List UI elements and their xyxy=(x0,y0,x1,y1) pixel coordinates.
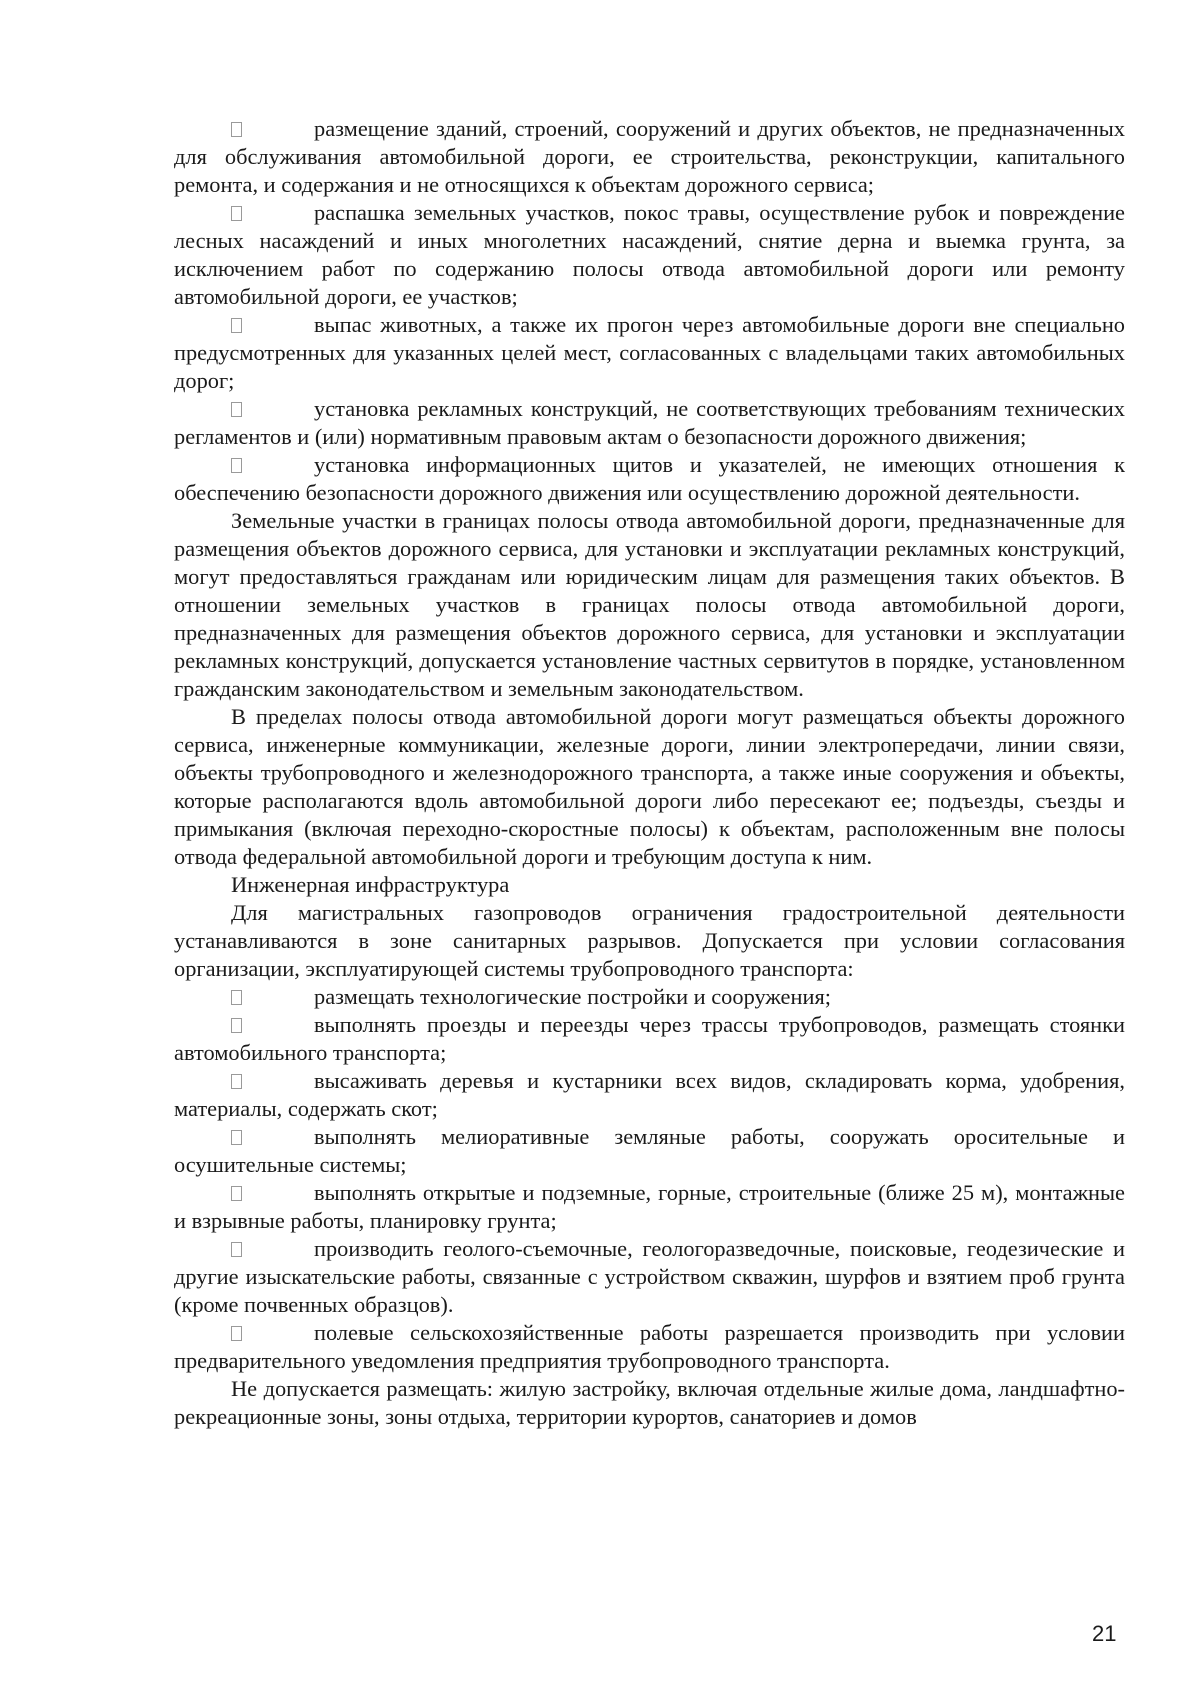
bullet-box-icon xyxy=(231,1018,242,1033)
list-item xyxy=(174,115,1125,199)
list-item-text: высаживать деревья и кустарники всех видов, складировать корма, удобрения, материалы, содержать скот; xyxy=(174,1068,1125,1121)
list-item xyxy=(174,1011,1125,1067)
list-item xyxy=(174,311,1125,395)
bullet-box-icon xyxy=(231,318,242,333)
list-item xyxy=(174,1319,1125,1375)
bullet-box-icon xyxy=(231,458,242,473)
paragraph-gas-pipelines: Для магистральных газопроводов ограничения градостроительной деятельности устанавливаются в зоне санитарных разрывов. Допускается при условии согласования организации, эксплуатирующей системы трубопроводного транспорта: xyxy=(174,900,1125,981)
list-item-text: распашка земельных участков, покос травы, осуществление рубок и повреждение лесных насаждений и иных многолетних насаждений, снятие дерна и выемка грунта, за исключением работ по содержанию полосы отвода автомобильной дороги или ремонту автомобильной дороги, ее участков; xyxy=(174,200,1125,309)
bullet-box-icon xyxy=(231,402,242,417)
list-item-text: полевые сельскохозяйственные работы разрешается производить при условии предварительного уведомления предприятия трубопроводного транспорта. xyxy=(174,1320,1125,1373)
list-item xyxy=(174,199,1125,311)
bullet-box-icon xyxy=(231,122,242,137)
bullet-box-icon xyxy=(231,1074,242,1089)
page-number: 21 xyxy=(1092,1621,1117,1646)
list-item xyxy=(174,983,1125,1011)
paragraph-not-permitted: Не допускается размещать: жилую застройку, включая отдельные жилые дома, ландшафтно-рекреационные зоны, зоны отдыха, территории курортов, санаториев и домов xyxy=(174,1376,1125,1429)
paragraph-land-plots: Земельные участки в границах полосы отвода автомобильной дороги, предназначенные для размещения объектов дорожного сервиса, для установки и эксплуатации рекламных конструкций, могут предоставляться гражданам или юридическим лицам для размещения таких объектов. В отношении земельных участков в границах полосы отвода автомобильной дороги, предназначенных для размещения объектов дорожного сервиса, для установки и эксплуатации рекламных конструкций, допускается установление частных сервитутов в порядке, установленном гражданским законодательством и земельным законодательством. xyxy=(174,508,1125,701)
bullet-box-icon xyxy=(231,1186,242,1201)
list-item-text: размещать технологические постройки и сооружения; xyxy=(314,984,831,1009)
bullet-box-icon xyxy=(231,1242,242,1257)
pipeline-permitted-list xyxy=(174,983,1125,1375)
list-item-text: установка информационных щитов и указателей, не имеющих отношения к обеспечению безопасности дорожного движения или осуществлению дорожной деятельности. xyxy=(174,452,1125,505)
section-heading: Инженерная инфраструктура xyxy=(231,872,510,897)
bullet-box-icon xyxy=(231,1326,242,1341)
paragraph-right-of-way-objects: В пределах полосы отвода автомобильной дороги могут размещаться объекты дорожного сервиса, инженерные коммуникации, железные дороги, линии электропередачи, линии связи, объекты трубопроводного и железнодорожного транспорта, а также иные сооружения и объекты, которые располагаются вдоль автомобильной дороги либо пересекают ее; подъезды, съезды и примыкания (включая переходно-скоростные полосы) к объектам, расположенным вне полосы отвода федеральной автомобильной дороги и требующим доступа к ним. xyxy=(174,704,1125,869)
list-item-text: выпас животных, а также их прогон через автомобильные дороги вне специально предусмотренных для указанных целей мест, согласованных с владельцами таких автомобильных дорог; xyxy=(174,312,1125,393)
list-item xyxy=(174,1179,1125,1235)
list-item xyxy=(174,451,1125,507)
bullet-box-icon xyxy=(231,206,242,221)
bullet-box-icon xyxy=(231,1130,242,1145)
bullet-box-icon xyxy=(231,990,242,1005)
road-restrictions-list xyxy=(174,115,1125,507)
list-item-text: размещение зданий, строений, сооружений и других объектов, не предназначенных для обслуживания автомобильной дороги, ее строительства, реконструкции, капитального ремонта, и содержания и не относящихся к объектам дорожного сервиса; xyxy=(174,116,1125,197)
list-item-text: установка рекламных конструкций, не соответствующих требованиям технических регламентов и (или) нормативным правовым актам о безопасности дорожного движения; xyxy=(174,396,1125,449)
list-item-text: производить геолого-съемочные, геологоразведочные, поисковые, геодезические и другие изыскательские работы, связанные с устройством скважин, шурфов и взятием проб грунта (кроме почвенных образцов). xyxy=(174,1236,1125,1317)
list-item xyxy=(174,395,1125,451)
list-item xyxy=(174,1235,1125,1319)
list-item-text: выполнять проезды и переезды через трассы трубопроводов, размещать стоянки автомобильного транспорта; xyxy=(174,1012,1125,1065)
list-item-text: выполнять открытые и подземные, горные, строительные (ближе 25 м), монтажные и взрывные работы, планировку грунта; xyxy=(174,1180,1125,1233)
document-body xyxy=(174,115,1125,1431)
list-item xyxy=(174,1123,1125,1179)
list-item-text: выполнять мелиоративные земляные работы, сооружать оросительные и осушительные системы; xyxy=(174,1124,1125,1177)
list-item xyxy=(174,1067,1125,1123)
